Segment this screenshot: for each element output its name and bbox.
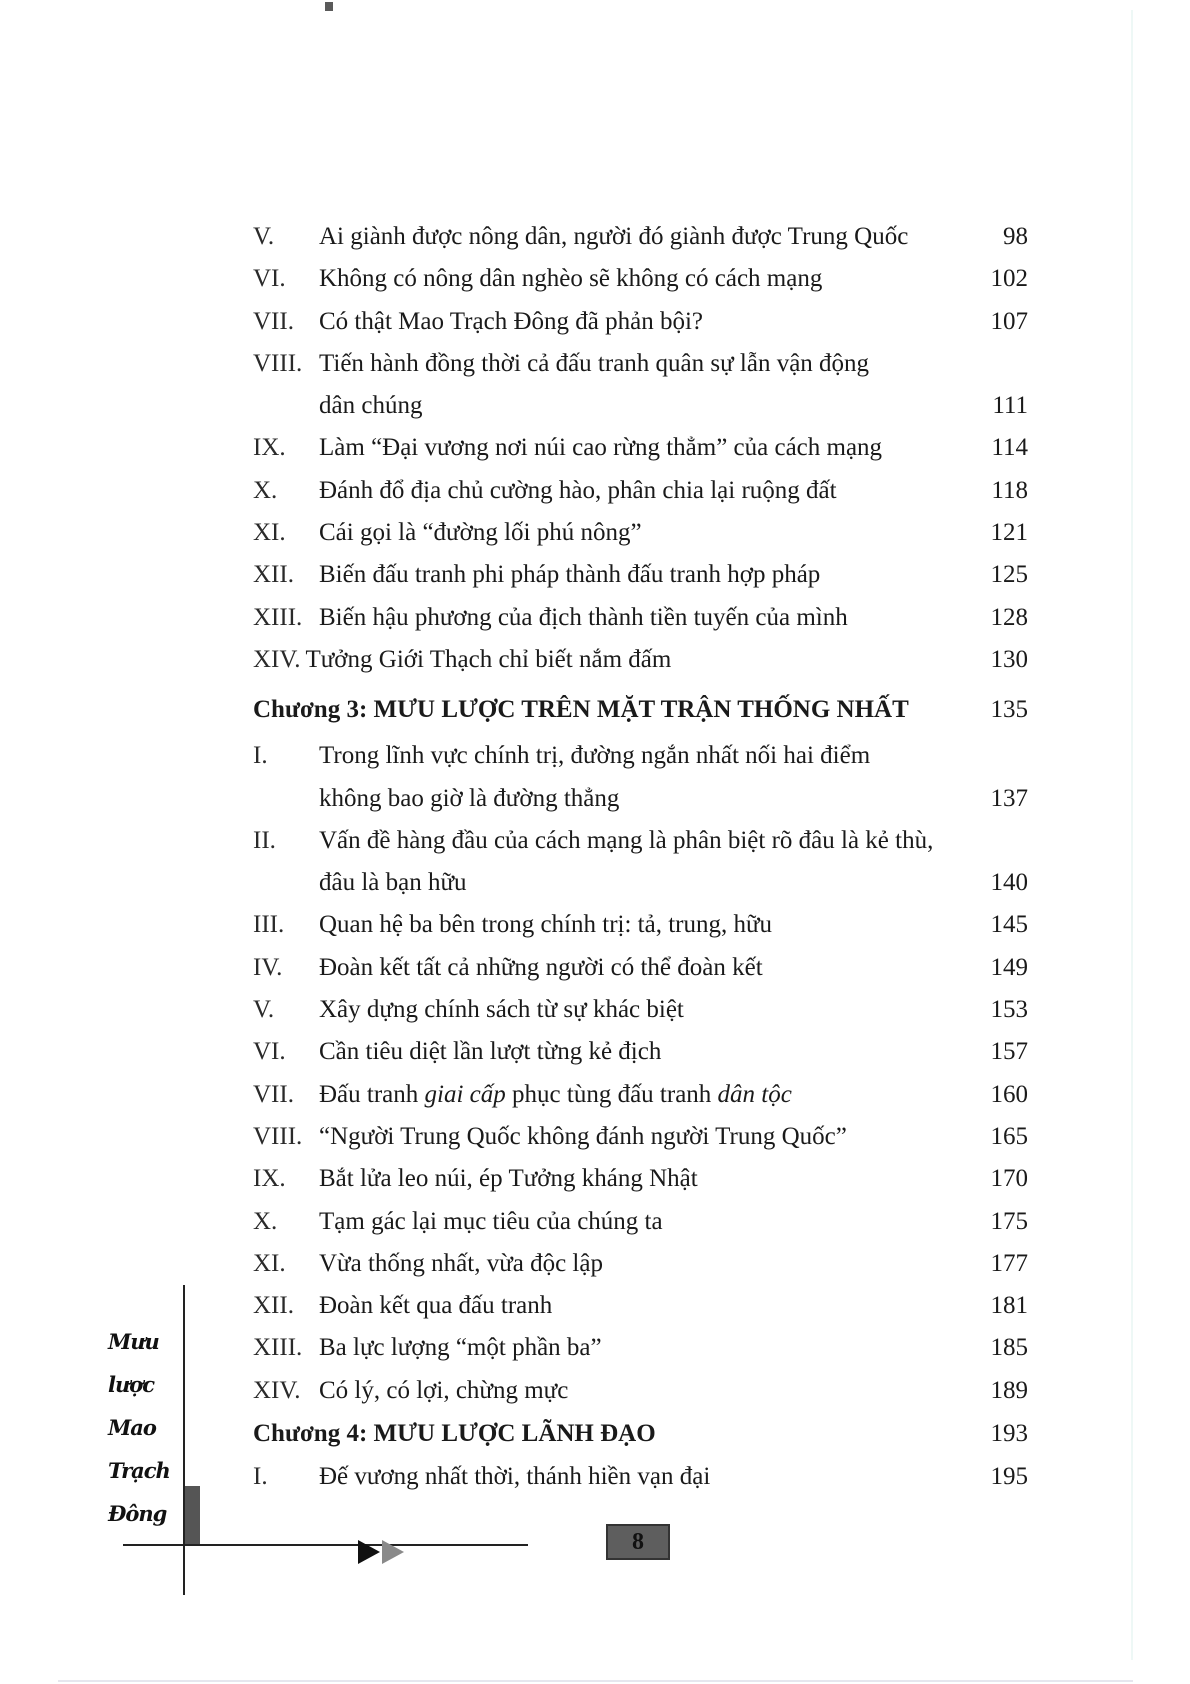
entry-page: 181 xyxy=(990,1292,1028,1320)
entry-title: không bao giờ là đường thẳng xyxy=(319,784,620,812)
toc-entry[interactable] xyxy=(253,735,1028,777)
footer-horizontal-rule xyxy=(123,1544,528,1546)
toc-entry[interactable] xyxy=(253,554,1028,596)
entry-title: Đánh đổ địa chủ cường hào, phân chia lại ruộng đất xyxy=(319,476,837,504)
page-edge-bottom xyxy=(58,1680,1133,1682)
footer-corner-block xyxy=(185,1486,200,1546)
chapter-page: 193 xyxy=(990,1420,1028,1448)
entry-title: Xây dựng chính sách từ sự khác biệt xyxy=(319,996,684,1024)
entry-page: 189 xyxy=(990,1376,1028,1404)
book-title-line: Trạch xyxy=(108,1458,170,1483)
scan-mark xyxy=(325,2,333,11)
toc-entry[interactable] xyxy=(253,1327,1028,1369)
entry-title: Vừa thống nhất, vừa độc lập xyxy=(319,1249,603,1277)
entry-title: Tưởng Giới Thạch chỉ biết nắm đấm xyxy=(305,645,672,673)
sidebar-book-title xyxy=(108,1320,188,1535)
entry-page: 107 xyxy=(990,307,1028,335)
table-of-contents xyxy=(253,216,1028,1498)
entry-title: Vấn đề hàng đầu của cách mạng là phân biệt rõ đâu là kẻ thù, xyxy=(319,826,934,854)
chapter-title: Chương 4: MƯU LƯỢC LÃNH ĐẠO xyxy=(253,1420,656,1448)
entry-number: IX. xyxy=(253,1165,286,1193)
page-edge-right xyxy=(1131,10,1133,1660)
entry-title: dân chúng xyxy=(319,392,423,420)
entry-number: VI. xyxy=(253,1038,286,1066)
entry-page: 149 xyxy=(990,953,1028,981)
entry-title: Ba lực lượng “một phần ba” xyxy=(319,1334,602,1362)
entry-number: XIII. xyxy=(253,603,303,631)
entry-page: 130 xyxy=(990,645,1028,673)
chapter-page: 135 xyxy=(990,696,1028,724)
entry-number: III. xyxy=(253,911,285,939)
toc-entry[interactable] xyxy=(253,1074,1028,1116)
toc-entry[interactable] xyxy=(253,1243,1028,1285)
book-title-line: lược xyxy=(108,1372,155,1397)
entry-page: 125 xyxy=(990,561,1028,589)
entry-number: VIII. xyxy=(253,349,303,377)
book-title-line: Mưu xyxy=(108,1329,159,1354)
toc-entry[interactable] xyxy=(253,639,1028,681)
entry-page: 153 xyxy=(990,996,1028,1024)
entry-page: 98 xyxy=(1003,223,1028,250)
entry-number: XIV. xyxy=(253,1376,301,1404)
toc-entry[interactable] xyxy=(253,1116,1028,1158)
entry-title: Cần tiêu diệt lần lượt từng kẻ địch xyxy=(319,1038,662,1066)
title-part-italic: giai cấp xyxy=(424,1080,506,1108)
entry-title: Có lý, có lợi, chừng mực xyxy=(319,1376,569,1404)
entry-page: 165 xyxy=(990,1122,1028,1150)
toc-entry[interactable] xyxy=(253,904,1028,946)
entry-title: Tiến hành đồng thời cả đấu tranh quân sự lẫn vận động xyxy=(319,349,870,377)
toc-entry[interactable] xyxy=(253,1158,1028,1200)
entry-title: Làm “Đại vương nơi núi cao rừng thẳm” của cách mạng xyxy=(319,434,883,462)
entry-title: Biến đấu tranh phi pháp thành đấu tranh hợp pháp xyxy=(319,561,821,589)
entry-page: 140 xyxy=(990,869,1028,897)
entry-title xyxy=(319,1074,1028,1116)
toc-entry[interactable] xyxy=(253,1201,1028,1243)
toc-entry[interactable] xyxy=(253,470,1028,512)
entry-title: Có thật Mao Trạch Đông đã phản bội? xyxy=(319,307,703,335)
entry-number: XIII. xyxy=(253,1334,303,1362)
entry-page: 175 xyxy=(990,1207,1028,1235)
chapter-heading-4[interactable] xyxy=(253,1412,1028,1456)
book-title-line: Mao xyxy=(108,1415,156,1440)
entry-number: XII. xyxy=(253,1292,294,1320)
toc-entry[interactable] xyxy=(253,820,1028,862)
book-title-line: Đông xyxy=(108,1501,167,1526)
entry-number: IV. xyxy=(253,953,283,981)
entry-title: Biến hậu phương của địch thành tiền tuyến của mình xyxy=(319,603,848,631)
toc-entry[interactable] xyxy=(253,1456,1028,1498)
toc-entry[interactable] xyxy=(253,989,1028,1031)
entry-page: 195 xyxy=(990,1463,1028,1491)
toc-entry[interactable] xyxy=(253,216,1028,258)
chapter-heading-3[interactable] xyxy=(253,685,1028,735)
entry-title: Tạm gác lại mục tiêu của chúng ta xyxy=(319,1207,663,1235)
entry-number: VII. xyxy=(253,1080,294,1108)
toc-entry[interactable] xyxy=(253,1285,1028,1327)
toc-entry[interactable] xyxy=(253,1031,1028,1073)
entry-number: V. xyxy=(253,996,275,1024)
entry-number: X. xyxy=(253,476,278,504)
title-part: Đấu tranh xyxy=(319,1080,425,1108)
entry-number: VI. xyxy=(253,265,286,293)
title-part: phục tùng đấu tranh xyxy=(505,1080,718,1108)
entry-number: I. xyxy=(253,742,268,770)
toc-entry[interactable] xyxy=(253,512,1028,554)
toc-entry[interactable] xyxy=(253,1370,1028,1412)
toc-entry[interactable] xyxy=(253,343,1028,385)
entry-title: “Người Trung Quốc không đánh người Trung Quốc” xyxy=(319,1122,847,1150)
entry-title: đâu là bạn hữu xyxy=(319,869,467,897)
entry-title: Đế vương nhất thời, thánh hiền vạn đại xyxy=(319,1463,711,1491)
entry-number: XI. xyxy=(253,1249,286,1277)
footer-vertical-rule xyxy=(183,1285,185,1595)
entry-page: 145 xyxy=(990,911,1028,939)
toc-entry[interactable] xyxy=(253,947,1028,989)
toc-entry-continuation[interactable] xyxy=(253,862,1028,904)
entry-page: 170 xyxy=(990,1165,1028,1193)
entry-number: II. xyxy=(253,826,276,854)
entry-number: XIV. xyxy=(253,645,301,673)
toc-entry[interactable] xyxy=(253,427,1028,469)
chapter-title: Chương 3: MƯU LƯỢC TRÊN MẶT TRẬN THỐNG NHẤT xyxy=(253,696,909,724)
entry-page: 128 xyxy=(990,603,1028,631)
entry-number: XII. xyxy=(253,561,294,589)
toc-entry[interactable] xyxy=(253,597,1028,639)
entry-number: XI. xyxy=(253,519,286,547)
page-number-badge xyxy=(606,1524,670,1560)
entry-number: IX. xyxy=(253,434,286,462)
entry-page: 137 xyxy=(990,784,1028,812)
entry-page: 160 xyxy=(990,1080,1028,1108)
entry-title: Không có nông dân nghèo sẽ không có cách mạng xyxy=(319,265,823,293)
entry-number: V. xyxy=(253,223,275,250)
entry-page: 111 xyxy=(992,392,1028,420)
entry-page: 157 xyxy=(990,1038,1028,1066)
entry-page: 185 xyxy=(990,1334,1028,1362)
entry-title: Đoàn kết tất cả những người có thể đoàn kết xyxy=(319,953,763,981)
entry-title: Cái gọi là “đường lối phú nông” xyxy=(319,519,642,547)
toc-entry[interactable] xyxy=(253,258,1028,300)
entry-title: Ai giành được nông dân, người đó giành được Trung Quốc xyxy=(319,223,909,250)
entry-number: VIII. xyxy=(253,1122,303,1150)
title-part-italic: dân tộc xyxy=(717,1080,792,1108)
entry-number: I. xyxy=(253,1463,268,1491)
entry-page: 177 xyxy=(990,1249,1028,1277)
toc-entry-continuation[interactable] xyxy=(253,778,1028,820)
page-number: 8 xyxy=(632,1528,644,1555)
entry-page: 118 xyxy=(991,476,1028,504)
toc-entry[interactable] xyxy=(253,301,1028,343)
entry-title: Bắt lửa leo núi, ép Tưởng kháng Nhật xyxy=(319,1165,698,1193)
entry-page: 114 xyxy=(991,434,1028,462)
toc-entry-continuation[interactable] xyxy=(253,385,1028,427)
entry-page: 102 xyxy=(990,265,1028,293)
entry-page: 121 xyxy=(990,519,1028,547)
entry-number: VII. xyxy=(253,307,294,335)
entry-number: X. xyxy=(253,1207,278,1235)
entry-title: Đoàn kết qua đấu tranh xyxy=(319,1292,553,1320)
entry-title: Trong lĩnh vực chính trị, đường ngắn nhất nối hai điểm xyxy=(319,742,871,770)
entry-title: Quan hệ ba bên trong chính trị: tả, trung, hữu xyxy=(319,911,773,939)
double-arrow-right-icon xyxy=(358,1537,418,1567)
